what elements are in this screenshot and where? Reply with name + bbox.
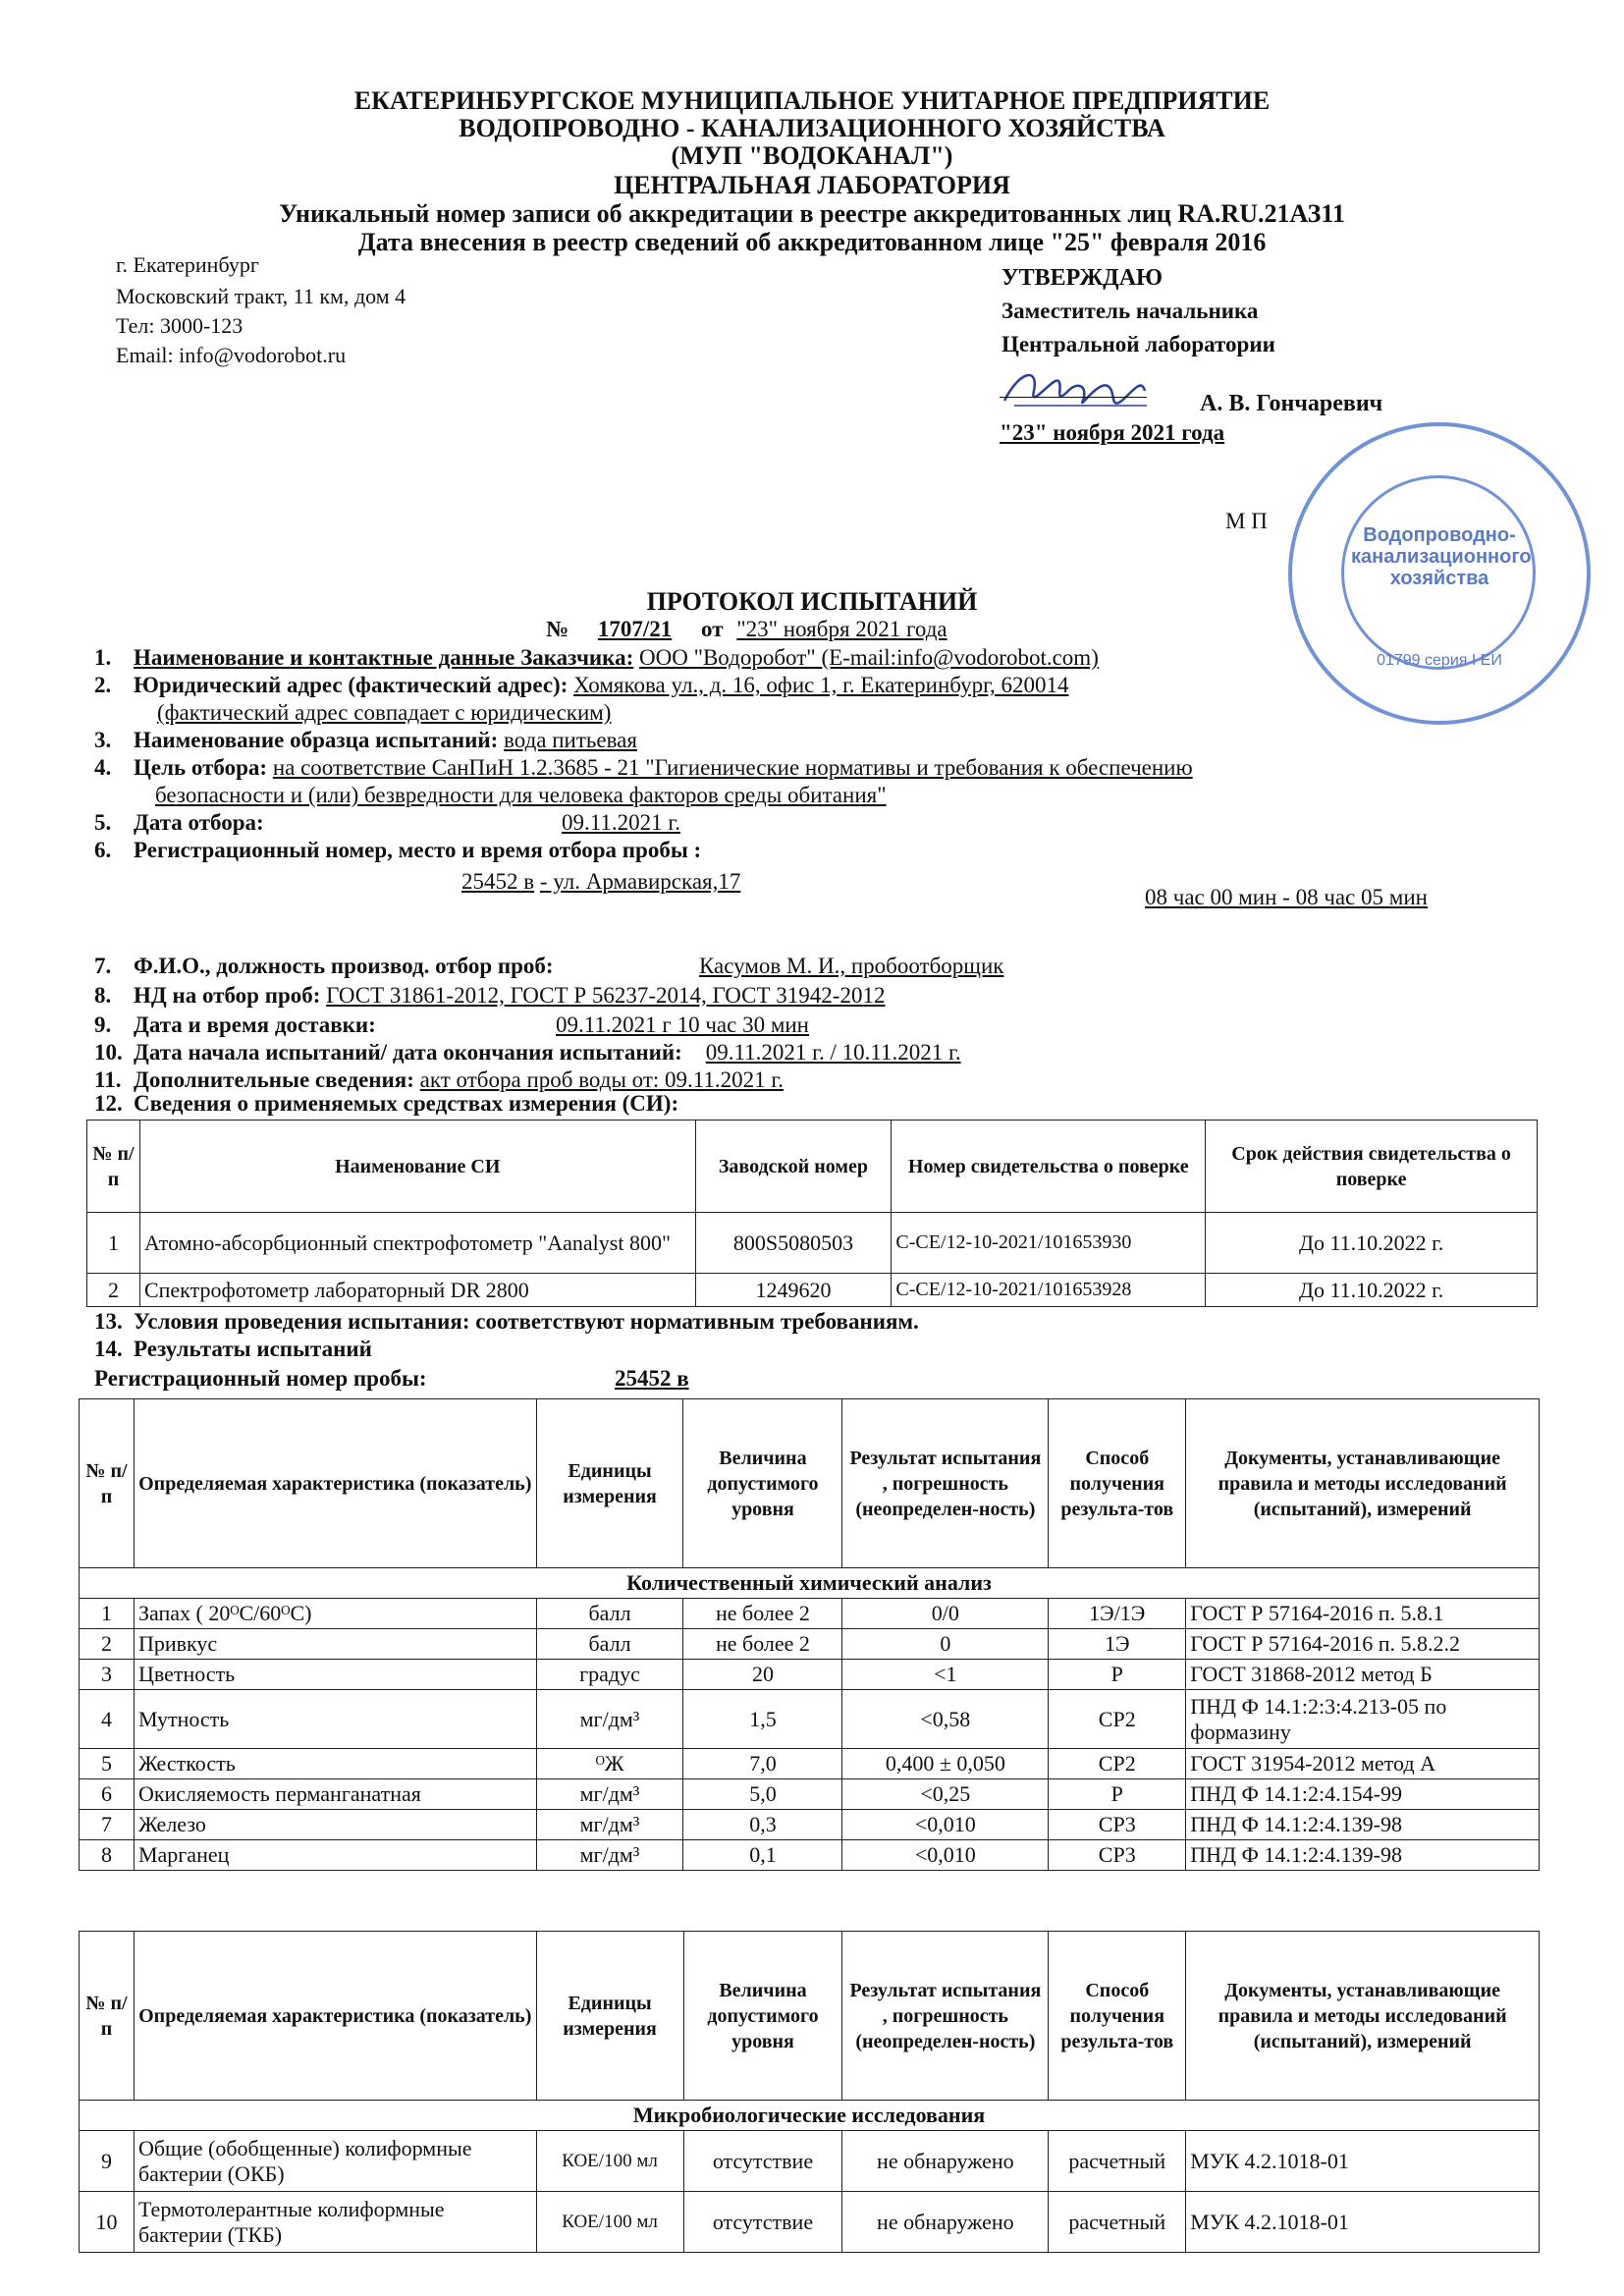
si-header-certificate: Номер свидетельства о поверке	[892, 1121, 1206, 1213]
chem-section-title: Количественный химический анализ	[80, 1568, 1540, 1599]
item-4-value: на соответствие СанПиН 1.2.3685 - 21 "Гигиенические нормативы и требования к обеспечению	[272, 755, 1193, 780]
measurement-instruments-table	[86, 1120, 1538, 1307]
results-header-characteristic: Определяемая характеристика (показатель)	[134, 1399, 536, 1568]
cell-result: <1	[842, 1660, 1049, 1690]
cell-limit: 1,5	[683, 1690, 842, 1749]
results-table-header	[80, 1932, 1540, 2101]
item-6-label: Регистрационный номер, место и время отбора пробы :	[134, 838, 702, 862]
protocol-number: 1707/21	[597, 617, 673, 641]
protocol-number-line	[546, 617, 947, 642]
cell-num: 3	[80, 1660, 135, 1690]
item-6-time	[1145, 884, 1428, 911]
results-header-limit: Величина допустимого уровня	[683, 1399, 842, 1568]
results-header-documents: Документы, устанавливающие правила и методы исследований (испытаний), измерений	[1186, 1932, 1540, 2101]
results-header-method: Способ получения результа-тов	[1049, 1932, 1186, 2101]
results-table-header	[80, 1399, 1540, 1568]
registry-date: Дата внесения в реестр сведений об аккредитованном лице "25" февраля 2016	[357, 228, 1267, 256]
item-7: 7. Ф.И.О., должность производ. отбор проб: Касумов М. И., пробоотборщик	[94, 954, 1004, 978]
item-6-place-value: - ул. Армавирская,17	[539, 869, 741, 894]
table-row	[80, 2131, 1540, 2192]
item-2-label: Юридический адрес (фактический адрес):	[134, 673, 568, 697]
results-header-units: Единицы измерения	[536, 1932, 683, 2101]
cell-method: СР2	[1049, 1690, 1186, 1749]
cell-method: СР3	[1049, 1840, 1186, 1871]
org-name-line3: (МУП "ВОДОКАНАЛ")	[671, 141, 953, 170]
item-2-note	[157, 699, 611, 727]
item-3: 3. Наименование образца испытаний: вода питьевая	[94, 728, 637, 752]
item-2-value2: (фактический адрес совпадает с юридическим)	[157, 700, 612, 725]
sample-registration-value: 25452 в	[615, 1366, 689, 1391]
cell-result: 0,400 ± 0,050	[842, 1749, 1049, 1779]
table-row	[80, 1690, 1540, 1749]
cell-characteristic: Окисляемость перманганатная	[134, 1779, 536, 1810]
item-1-label: Наименование и контактные данные Заказчика:	[134, 645, 634, 670]
cell-units: балл	[536, 1629, 683, 1660]
cell-num: 7	[80, 1810, 135, 1840]
cell-result: <0,25	[842, 1779, 1049, 1810]
table-row	[80, 1599, 1540, 1629]
item-10-label: Дата начала испытаний/ дата окончания испытаний:	[134, 1040, 682, 1065]
cell-result: <0,58	[842, 1690, 1049, 1749]
approval-position-2: Центральной лаборатории	[1001, 332, 1275, 356]
cell-num: 5	[80, 1749, 135, 1779]
cell-units: КОЕ/100 мл	[536, 2131, 683, 2192]
si-cell-certificate: С-СЕ/12-10-2021/101653930	[892, 1213, 1206, 1274]
si-table-header	[87, 1121, 1538, 1213]
si-header-name: Наименование СИ	[139, 1121, 695, 1213]
lab-name: ЦЕНТРАЛЬНАЯ ЛАБОРАТОРИЯ	[614, 171, 1010, 199]
cell-document: ГОСТ 31954-2012 метод А	[1186, 1749, 1540, 1779]
cell-units: мг/дм³	[536, 1690, 683, 1749]
protocol-title: ПРОТОКОЛ ИСПЫТАНИЙ	[646, 587, 978, 616]
item-5-label: Дата отбора:	[134, 810, 264, 835]
item-14: 14. Результаты испытаний	[94, 1337, 372, 1361]
cell-result: <0,010	[842, 1840, 1049, 1871]
sample-registration-label: Регистрационный номер пробы:	[94, 1366, 427, 1391]
results-header-documents: Документы, устанавливающие правила и методы исследований (испытаний), измерений	[1186, 1399, 1540, 1568]
si-cell-validity: До 11.10.2022 г.	[1206, 1213, 1538, 1274]
cell-document: ПНД Ф 14.1:2:4.139-98	[1186, 1840, 1540, 1871]
approval-date: "23" ноября 2021 года	[1000, 420, 1225, 445]
cell-units: градус	[536, 1660, 683, 1690]
cell-num: 8	[80, 1840, 135, 1871]
table-row	[80, 1810, 1540, 1840]
cell-document: ГОСТ 31868-2012 метод Б	[1186, 1660, 1540, 1690]
cell-limit: не более 2	[683, 1629, 842, 1660]
cell-limit: не более 2	[683, 1599, 842, 1629]
item-5-value: 09.11.2021 г.	[562, 810, 680, 835]
cell-limit: отсутствие	[683, 2192, 842, 2253]
si-cell-name: Атомно-абсорбционный спектрофотометр "Aanalyst 800"	[139, 1213, 695, 1274]
cell-limit: 20	[683, 1660, 842, 1690]
results-header-result: Результат испытания , погрешность (неопределен-ность)	[842, 1932, 1049, 2101]
si-cell-certificate: С-СЕ/12-10-2021/101653928	[892, 1274, 1206, 1307]
item-9-label: Дата и время доставки:	[134, 1012, 376, 1037]
cell-result: не обнаружено	[842, 2131, 1049, 2192]
cell-document: ПНД Ф 14.1:2:4.139-98	[1186, 1810, 1540, 1840]
address-street: Московский тракт, 11 км, дом 4	[116, 284, 406, 308]
si-header-num: № п/п	[87, 1121, 140, 1213]
results-header-num: № п/п	[80, 1399, 135, 1568]
item-6: 6. Регистрационный номер, место и время отбора пробы :	[94, 838, 702, 862]
org-name-line1: ЕКАТЕРИНБУРГСКОЕ МУНИЦИПАЛЬНОЕ УНИТАРНОЕ ПРЕДПРИЯТИЕ	[353, 86, 1271, 115]
item-13-text: Условия проведения испытания: соответствуют нормативным требованиям.	[134, 1309, 919, 1334]
cell-characteristic: Общие (обобщенные) колиформные бактерии (ОКБ)	[134, 2131, 536, 2192]
item-8: 8. НД на отбор проб: ГОСТ 31861-2012, ГОСТ Р 56237-2014, ГОСТ 31942-2012	[94, 983, 886, 1008]
item-10: 10. Дата начала испытаний/ дата окончания испытаний: 09.11.2021 г. / 10.11.2021 г.	[94, 1040, 961, 1065]
item-7-value: Касумов М. И., пробоотборщик	[699, 954, 1004, 978]
cell-characteristic: Запах ( 20ᴼС/60ᴼС)	[134, 1599, 536, 1629]
protocol-number-prefix: №	[546, 617, 569, 641]
organization-seal	[1288, 422, 1591, 725]
signature-line	[1000, 397, 1147, 398]
accreditation-number: Уникальный номер записи об аккредитации в реестре аккредитованных лиц RA.RU.21АЗ11	[279, 199, 1345, 228]
item-8-value: ГОСТ 31861-2012, ГОСТ Р 56237-2014, ГОСТ 31942-2012	[326, 983, 886, 1008]
approver-name: А. В. Гончаревич	[1200, 391, 1383, 416]
table-row	[80, 1660, 1540, 1690]
cell-document: ГОСТ Р 57164-2016 п. 5.8.1	[1186, 1599, 1540, 1629]
table-row	[87, 1274, 1538, 1307]
item-1: 1. Наименование и контактные данные Заказчика: ООО "Водоробот" (E-mail:info@vodorobot.com)	[94, 645, 1099, 670]
item-3-value: вода питьевая	[504, 728, 637, 752]
item-11-value: акт отбора проб воды от: 09.11.2021 г.	[419, 1067, 785, 1092]
si-header-validity: Срок действия свидетельства о поверке	[1206, 1121, 1538, 1213]
si-cell-serial: 800S5080503	[695, 1213, 892, 1274]
si-cell-name: Спектрофотометр лабораторный DR 2800	[139, 1274, 695, 1307]
cell-limit: 7,0	[683, 1749, 842, 1779]
address-city: г. Екатеринбург	[116, 252, 259, 277]
address-phone: Тел: 3000-123	[116, 313, 244, 338]
mp-label: М П	[1225, 509, 1268, 533]
table-row	[87, 1213, 1538, 1274]
item-4-value2: безопасности и (или) безвредности для человека факторов среды обитания"	[155, 783, 887, 807]
table-row	[80, 1779, 1540, 1810]
item-4-cont	[155, 782, 887, 809]
cell-limit: 5,0	[683, 1779, 842, 1810]
cell-characteristic: Мутность	[134, 1690, 536, 1749]
cell-units: ᴼЖ	[536, 1749, 683, 1779]
cell-num: 2	[80, 1629, 135, 1660]
cell-limit: отсутствие	[683, 2131, 842, 2192]
si-cell-validity: До 11.10.2022 г.	[1206, 1274, 1538, 1307]
item-3-label: Наименование образца испытаний:	[134, 728, 499, 752]
table-row	[80, 1749, 1540, 1779]
item-4-label: Цель отбора:	[134, 755, 268, 780]
cell-units: мг/дм³	[536, 1779, 683, 1810]
signature-image	[1000, 361, 1147, 420]
cell-num: 6	[80, 1779, 135, 1810]
approval-title: УТВЕРЖДАЮ	[1001, 265, 1164, 291]
cell-characteristic: Термотолерантные колиформные бактерии (ТКБ)	[134, 2192, 536, 2253]
cell-document: ГОСТ Р 57164-2016 п. 5.8.2.2	[1186, 1629, 1540, 1660]
seal-text: Водопроводно-канализационного хозяйства	[1351, 524, 1532, 589]
cell-result: 0/0	[842, 1599, 1049, 1629]
si-header-serial: Заводской номер	[695, 1121, 892, 1213]
cell-method: расчетный	[1049, 2131, 1186, 2192]
item-2: 2. Юридический адрес (фактический адрес): Хомякова ул., д. 16, офис 1, г. Екатеринбург, 620014	[94, 673, 1069, 697]
cell-num: 9	[80, 2131, 135, 2192]
item-10-value: 09.11.2021 г. / 10.11.2021 г.	[705, 1040, 961, 1065]
cell-method: 1Э/1Э	[1049, 1599, 1186, 1629]
item-6-place	[461, 868, 740, 896]
cell-characteristic: Железо	[134, 1810, 536, 1840]
chemical-results-table	[79, 1398, 1540, 1871]
item-6-time-value: 08 час 00 мин - 08 час 05 мин	[1145, 885, 1428, 909]
cell-result: <0,010	[842, 1810, 1049, 1840]
table-row	[80, 1629, 1540, 1660]
cell-result: 0	[842, 1629, 1049, 1660]
micro-section-title: Микробиологические исследования	[80, 2101, 1540, 2131]
cell-limit: 0,3	[683, 1810, 842, 1840]
sample-registration	[94, 1365, 689, 1393]
cell-document: ПНД Ф 14.1:2:4.154-99	[1186, 1779, 1540, 1810]
item-11: 11. Дополнительные сведения: акт отбора проб воды от: 09.11.2021 г.	[94, 1067, 785, 1092]
item-4: 4. Цель отбора: на соответствие СанПиН 1.2.3685 - 21 "Гигиенические нормативы и требования к обеспечению	[94, 755, 1193, 780]
approval-position-1: Заместитель начальника	[1001, 299, 1259, 323]
si-cell-num: 2	[87, 1274, 140, 1307]
seal-serial: 01799 серия I ЕИ	[1377, 652, 1502, 669]
cell-document: МУК 4.2.1018-01	[1186, 2131, 1540, 2192]
section-row	[80, 1568, 1540, 1599]
item-14-text: Результаты испытаний	[134, 1337, 372, 1361]
item-12-label: Сведения о применяемых средствах измерения (СИ):	[134, 1091, 679, 1116]
cell-characteristic: Жесткость	[134, 1749, 536, 1779]
protocol-date-prefix: от	[701, 617, 724, 641]
si-cell-serial: 1249620	[695, 1274, 892, 1307]
item-8-label: НД на отбор проб:	[134, 983, 321, 1008]
table-row	[80, 2192, 1540, 2253]
section-row	[80, 2101, 1540, 2131]
item-13: 13. Условия проведения испытания: соответствуют нормативным требованиям.	[94, 1309, 919, 1334]
cell-units: мг/дм³	[536, 1810, 683, 1840]
cell-num: 1	[80, 1599, 135, 1629]
cell-limit: 0,1	[683, 1840, 842, 1871]
item-12: 12. Сведения о применяемых средствах измерения (СИ):	[94, 1091, 679, 1116]
results-header-limit: Величина допустимого уровня	[683, 1932, 842, 2101]
results-header-units: Единицы измерения	[536, 1399, 683, 1568]
cell-method: 1Э	[1049, 1629, 1186, 1660]
results-header-method: Способ получения результа-тов	[1049, 1399, 1186, 1568]
microbiology-results-table	[79, 1931, 1540, 2253]
item-9: 9. Дата и время доставки: 09.11.2021 г 10 час 30 мин	[94, 1012, 809, 1037]
item-11-label: Дополнительные сведения:	[134, 1067, 414, 1092]
org-name-line2: ВОДОПРОВОДНО - КАНАЛИЗАЦИОННОГО ХОЗЯЙСТВА	[459, 114, 1165, 142]
item-5: 5. Дата отбора: 09.11.2021 г.	[94, 810, 680, 835]
results-header-num: № п/п	[80, 1932, 135, 2101]
cell-characteristic: Привкус	[134, 1629, 536, 1660]
cell-characteristic: Марганец	[134, 1840, 536, 1871]
cell-method: Р	[1049, 1779, 1186, 1810]
cell-units: КОЕ/100 мл	[536, 2192, 683, 2253]
cell-result: не обнаружено	[842, 2192, 1049, 2253]
protocol-date: "23" ноября 2021 года	[736, 617, 947, 641]
item-6-reg: 25452 в	[461, 869, 535, 894]
cell-method: СР3	[1049, 1810, 1186, 1840]
si-cell-num: 1	[87, 1213, 140, 1274]
cell-method: Р	[1049, 1660, 1186, 1690]
cell-method: расчетный	[1049, 2192, 1186, 2253]
cell-units: балл	[536, 1599, 683, 1629]
cell-units: мг/дм³	[536, 1840, 683, 1871]
item-9-value: 09.11.2021 г 10 час 30 мин	[556, 1012, 809, 1037]
cell-method: СР2	[1049, 1749, 1186, 1779]
table-row	[80, 1840, 1540, 1871]
results-header-characteristic: Определяемая характеристика (показатель)	[134, 1932, 536, 2101]
item-1-value: ООО "Водоробот" (E-mail:info@vodorobot.com)	[639, 645, 1099, 670]
address-email: Email: info@vodorobot.ru	[116, 343, 347, 367]
cell-num: 10	[80, 2192, 135, 2253]
cell-document: ПНД Ф 14.1:2:3:4.213-05 по формазину	[1186, 1690, 1540, 1749]
item-7-label: Ф.И.О., должность производ. отбор проб:	[134, 954, 554, 978]
results-header-result: Результат испытания , погрешность (неопределен-ность)	[842, 1399, 1049, 1568]
cell-characteristic: Цветность	[134, 1660, 536, 1690]
cell-num: 4	[80, 1690, 135, 1749]
cell-document: МУК 4.2.1018-01	[1186, 2192, 1540, 2253]
item-2-value: Хомякова ул., д. 16, офис 1, г. Екатеринбург, 620014	[573, 673, 1069, 697]
